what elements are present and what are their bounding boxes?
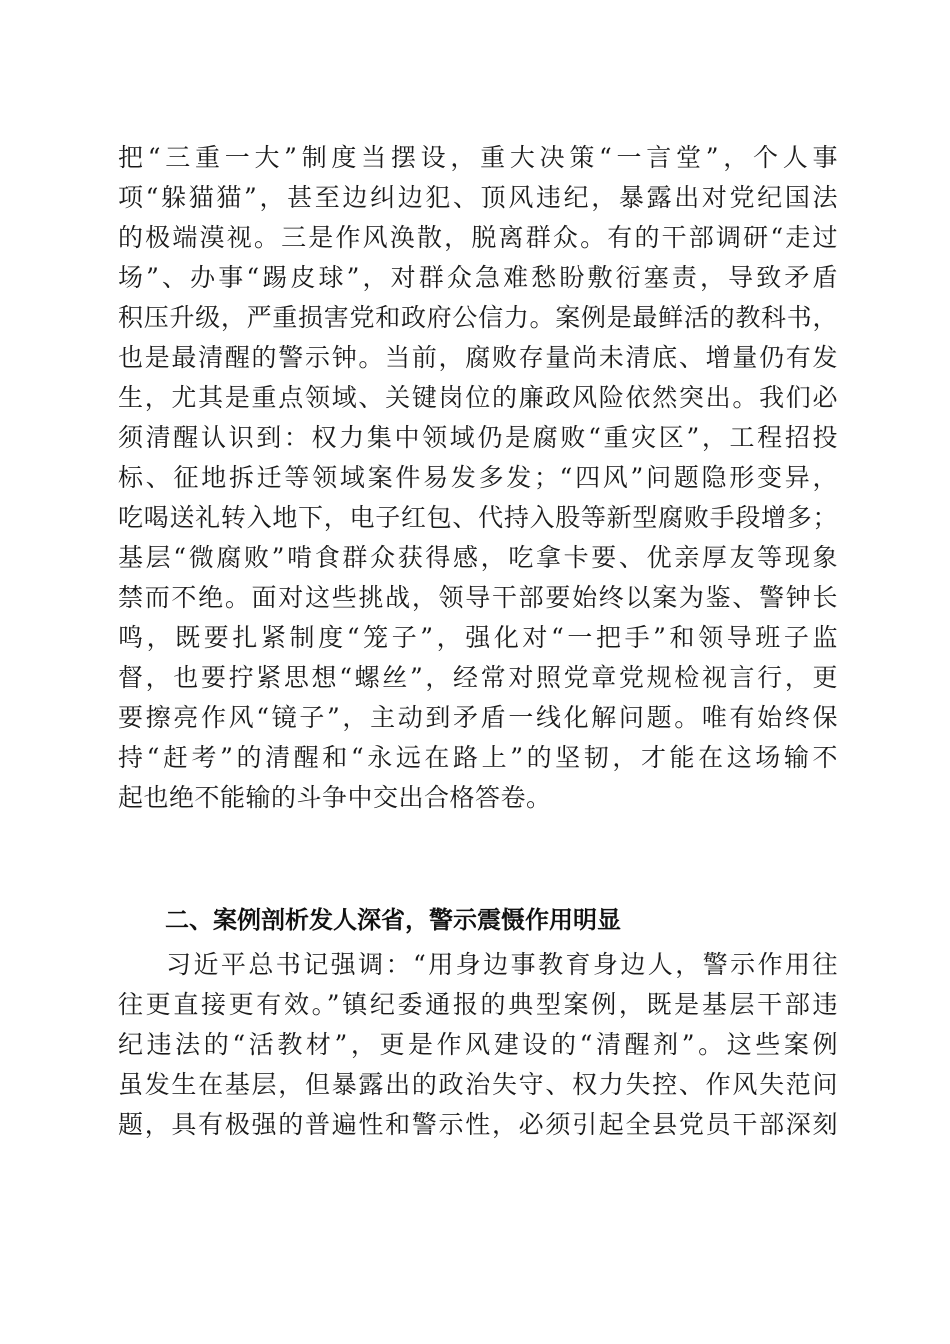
text-line: 要擦亮作风“镜子”，主动到矛盾一线化解问题。唯有始终保 [118,703,838,732]
text-line: 须清醒认识到：权力集中领域仍是腐败“重灾区”，工程招投 [118,423,838,452]
text-line: 的极端漠视。三是作风涣散，脱离群众。有的干部调研“走过 [118,223,838,252]
text-line: 禁而不绝。面对这些挑战，领导干部要始终以案为鉴、警钟长 [118,583,838,612]
text-line: 积压升级，严重损害党和政府公信力。案例是最鲜活的教科书， [118,303,838,332]
text-line: 持“赶考”的清醒和“永远在路上”的坚韧，才能在这场输不 [118,743,838,772]
section-heading: 二、案例剖析发人深省，警示震慑作用明显 [165,906,621,934]
text-line: 项“躲猫猫”，甚至边纠边犯、顶风违纪，暴露出对党纪国法 [118,183,838,212]
text-line: 鸣，既要扎紧制度“笼子”，强化对“一把手”和领导班子监 [118,623,838,652]
text-line: 也是最清醒的警示钟。当前，腐败存量尚未清底、增量仍有发 [118,343,838,372]
text-line: 虽发生在基层，但暴露出的政治失守、权力失控、作风失范问 [118,1070,838,1099]
text-line: 生，尤其是重点领域、关键岗位的廉政风险依然突出。我们必 [118,383,838,412]
text-line: 吃喝送礼转入地下，电子红包、代持入股等新型腐败手段增多； [118,503,838,532]
text-line: 标、征地拆迁等领域案件易发多发；“四风”问题隐形变异， [118,463,838,492]
text-line: 督，也要拧紧思想“螺丝”，经常对照党章党规检视言行，更 [118,663,838,692]
text-line: 把“三重一大”制度当摆设，重大决策“一言堂”，个人事 [118,143,838,172]
body-paragraph-2 [118,945,838,1145]
text-line: 起也绝不能输的斗争中交出合格答卷。 [118,783,552,812]
text-line: 场”、办事“踢皮球”，对群众急难愁盼敷衍塞责，导致矛盾 [118,263,838,292]
text-line: 习近平总书记强调：“用身边事教育身边人，警示作用往 [166,950,838,979]
text-line: 纪违法的“活教材”，更是作风建设的“清醒剂”。这些案例 [118,1030,838,1059]
text-line: 往更直接更有效。”镇纪委通报的典型案例，既是基层干部违 [118,990,838,1019]
text-line: 题，具有极强的普遍性和警示性，必须引起全县党员干部深刻 [118,1110,838,1139]
text-line: 基层“微腐败”啃食群众获得感，吃拿卡要、优亲厚友等现象 [118,543,838,572]
body-paragraph-1 [118,138,838,818]
